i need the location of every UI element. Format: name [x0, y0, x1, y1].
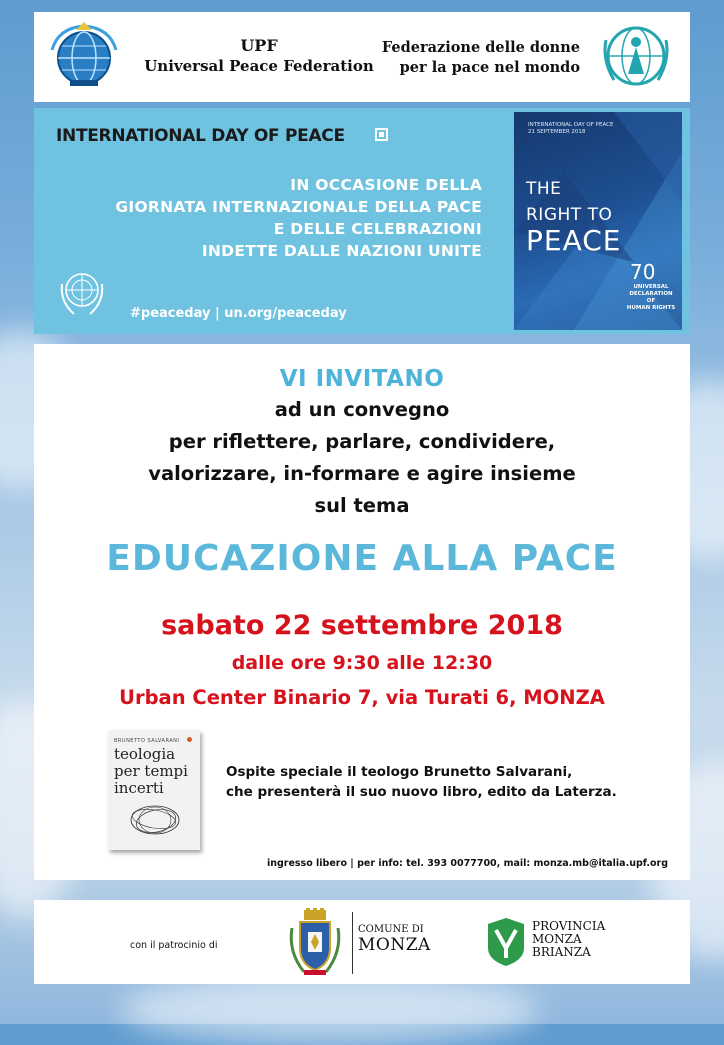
right-to-peace-cover: [514, 112, 682, 330]
invitation-card: [34, 344, 690, 880]
cover-header: [528, 122, 613, 136]
event-location: Urban Center Binario 7, via Turati 6, MONZA: [119, 686, 605, 709]
event-theme-title: EDUCAZIONE ALLA PACE: [106, 538, 618, 579]
book-dot-decoration: [187, 737, 192, 742]
footer-divider: [352, 912, 353, 974]
cloud-decoration: [120, 975, 540, 1045]
peace-day-banner: [34, 108, 690, 334]
provincia-name: [532, 920, 605, 959]
comune-line-2: MONZA: [358, 935, 431, 955]
book-cover-image: [108, 730, 200, 850]
comune-line-1: COMUNE DI: [358, 924, 424, 935]
guest-line-1: Ospite speciale il teologo Brunetto Salvarani,: [226, 764, 573, 780]
qr-code-icon: [375, 128, 388, 141]
upf-globe-logo: [48, 20, 120, 92]
cover-decl-line-3: HUMAN RIGHTS: [626, 305, 676, 311]
comune-monza-name: [358, 924, 431, 955]
book-author: BRUNETTO SALVARANI: [114, 738, 180, 744]
cover-right-to: RIGHT TO: [526, 205, 613, 225]
header-logos: [34, 12, 690, 102]
federation-women-logo: [600, 20, 672, 92]
cover-title: [526, 176, 622, 257]
cover-decl-line-2: DECLARATION OF: [629, 291, 673, 304]
special-guest-text: [226, 762, 617, 802]
guest-line-2: che presenterà il suo nuovo libro, edito da Laterza.: [226, 784, 617, 800]
event-date: sabato 22 settembre 2018: [161, 610, 563, 641]
un-emblem-icon: [54, 264, 110, 320]
book-title-line-2: per tempi: [114, 762, 188, 780]
cover-decl-line-1: UNIVERSAL: [633, 284, 669, 290]
banner-line-3: E DELLE CELEBRAZIONI: [273, 220, 482, 238]
cover-head-line-2: 21 SEPTEMBER 2018: [528, 129, 586, 135]
cover-the: THE: [526, 179, 562, 199]
federation-line-2: per la pace nel mondo: [399, 58, 580, 76]
banner-line-4: INDETTE DALLE NAZIONI UNITE: [201, 242, 482, 260]
invite-line-4: sul tema: [314, 494, 410, 517]
provincia-logo-icon: [486, 918, 526, 966]
patronage-footer: [34, 900, 690, 984]
upf-title: UPF: [240, 36, 278, 55]
invite-line-1: ad un convegno: [274, 398, 450, 421]
cover-peace: PEACE: [526, 224, 622, 257]
book-title: [114, 746, 188, 797]
invite-line-2: per riflettere, parlare, condividere,: [168, 430, 556, 453]
patronage-label: con il patrocinio di: [130, 940, 218, 951]
federation-name-block: [380, 38, 580, 77]
banner-hashtags: #peaceday | un.org/peaceday: [130, 306, 347, 321]
cover-head-line-1: INTERNATIONAL DAY OF PEACE: [528, 122, 614, 128]
provincia-line-3: BRIANZA: [532, 945, 591, 959]
book-title-line-1: teologia: [114, 745, 176, 763]
event-time: dalle ore 9:30 alle 12:30: [231, 652, 493, 674]
federation-line-1: Federazione delle donne: [381, 39, 580, 56]
cover-declaration: [626, 284, 676, 312]
contact-info: ingresso libero | per info: tel. 393 0077700, mail: monza.mb@italia.upf.org: [266, 858, 668, 869]
monza-crest-icon: [286, 908, 344, 978]
vi-invitano-heading: VI INVITANO: [279, 366, 445, 392]
invite-line-3: valorizzare, in-formare e agire insieme: [148, 462, 576, 485]
banner-text-block: [115, 174, 482, 262]
upf-full-name: Universal Peace Federation: [144, 57, 374, 75]
cover-70-years: 70: [630, 260, 656, 284]
banner-line-2: GIORNATA INTERNAZIONALE DELLA PACE: [115, 198, 482, 216]
book-title-line-3: incerti: [114, 779, 164, 797]
provincia-line-2: MONZA: [532, 932, 582, 946]
provincia-line-1: PROVINCIA: [532, 919, 606, 933]
upf-name-block: [134, 36, 384, 75]
scribble-drawing-icon: [126, 800, 184, 840]
banner-line-1: IN OCCASIONE DELLA: [290, 176, 482, 194]
banner-title: INTERNATIONAL DAY OF PEACE: [56, 126, 345, 146]
